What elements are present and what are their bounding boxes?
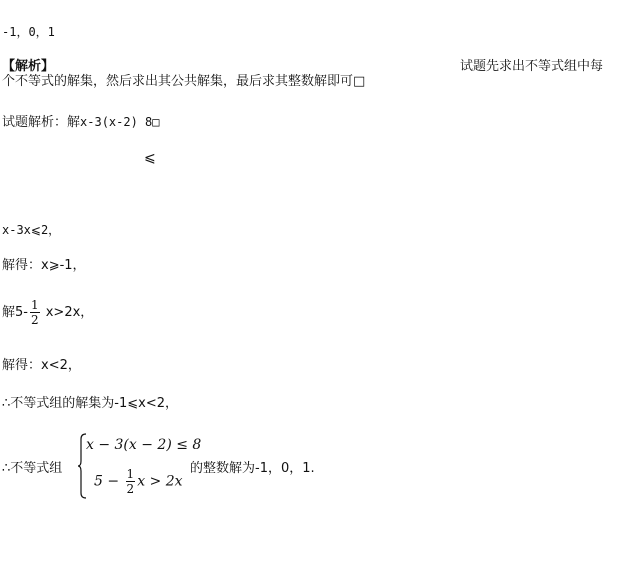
step-1: x-3x⩽2， <box>2 223 61 237</box>
system-row-2-fraction-numerator: 1 <box>126 467 135 481</box>
step-2: 解得：x⩾-1， <box>2 258 86 273</box>
step-3-suffix: x>2x， <box>41 305 94 320</box>
step-3-fraction-numerator: 1 <box>30 298 39 312</box>
solution-intro <box>2 114 160 131</box>
step-3-prefix: 解5- <box>2 305 28 320</box>
step-3-fraction-denominator: 2 <box>30 313 39 327</box>
system-row-2-fraction-denominator: 2 <box>126 482 135 496</box>
solution-intro-math: x-3(x-2) 8□ <box>80 115 160 129</box>
step-3 <box>2 298 93 328</box>
inequality-system <box>78 433 202 499</box>
analysis-header: 【解析】 <box>2 59 55 74</box>
system-row-2 <box>94 467 183 496</box>
solution-intro-label: 试题解析：解 <box>2 115 81 130</box>
analysis-line-2: 个不等式的解集，然后求出其公共解集，最后求其整数解即可□ <box>2 74 366 89</box>
step-5: ∴不等式组的解集为-1⩽x<2， <box>2 396 178 411</box>
step-4: 解得：x<2， <box>2 358 81 373</box>
system-row-2-fraction <box>126 467 136 496</box>
analysis-right-text: 试题先求出不等式组中每 <box>460 59 604 74</box>
system-row-2-prefix: 5 − <box>94 473 124 490</box>
leq-symbol: ⩽ <box>144 150 156 166</box>
answer-line: -1，0，1 <box>2 25 55 39</box>
system-prefix: ∴不等式组 <box>2 461 63 476</box>
step-3-fraction <box>30 298 40 327</box>
system-row-1: x − 3(x − 2) ≤ 8 <box>86 437 202 453</box>
system-suffix: 的整数解为-1，0，1. <box>190 461 315 476</box>
system-row-2-suffix: x > 2x <box>137 473 183 490</box>
